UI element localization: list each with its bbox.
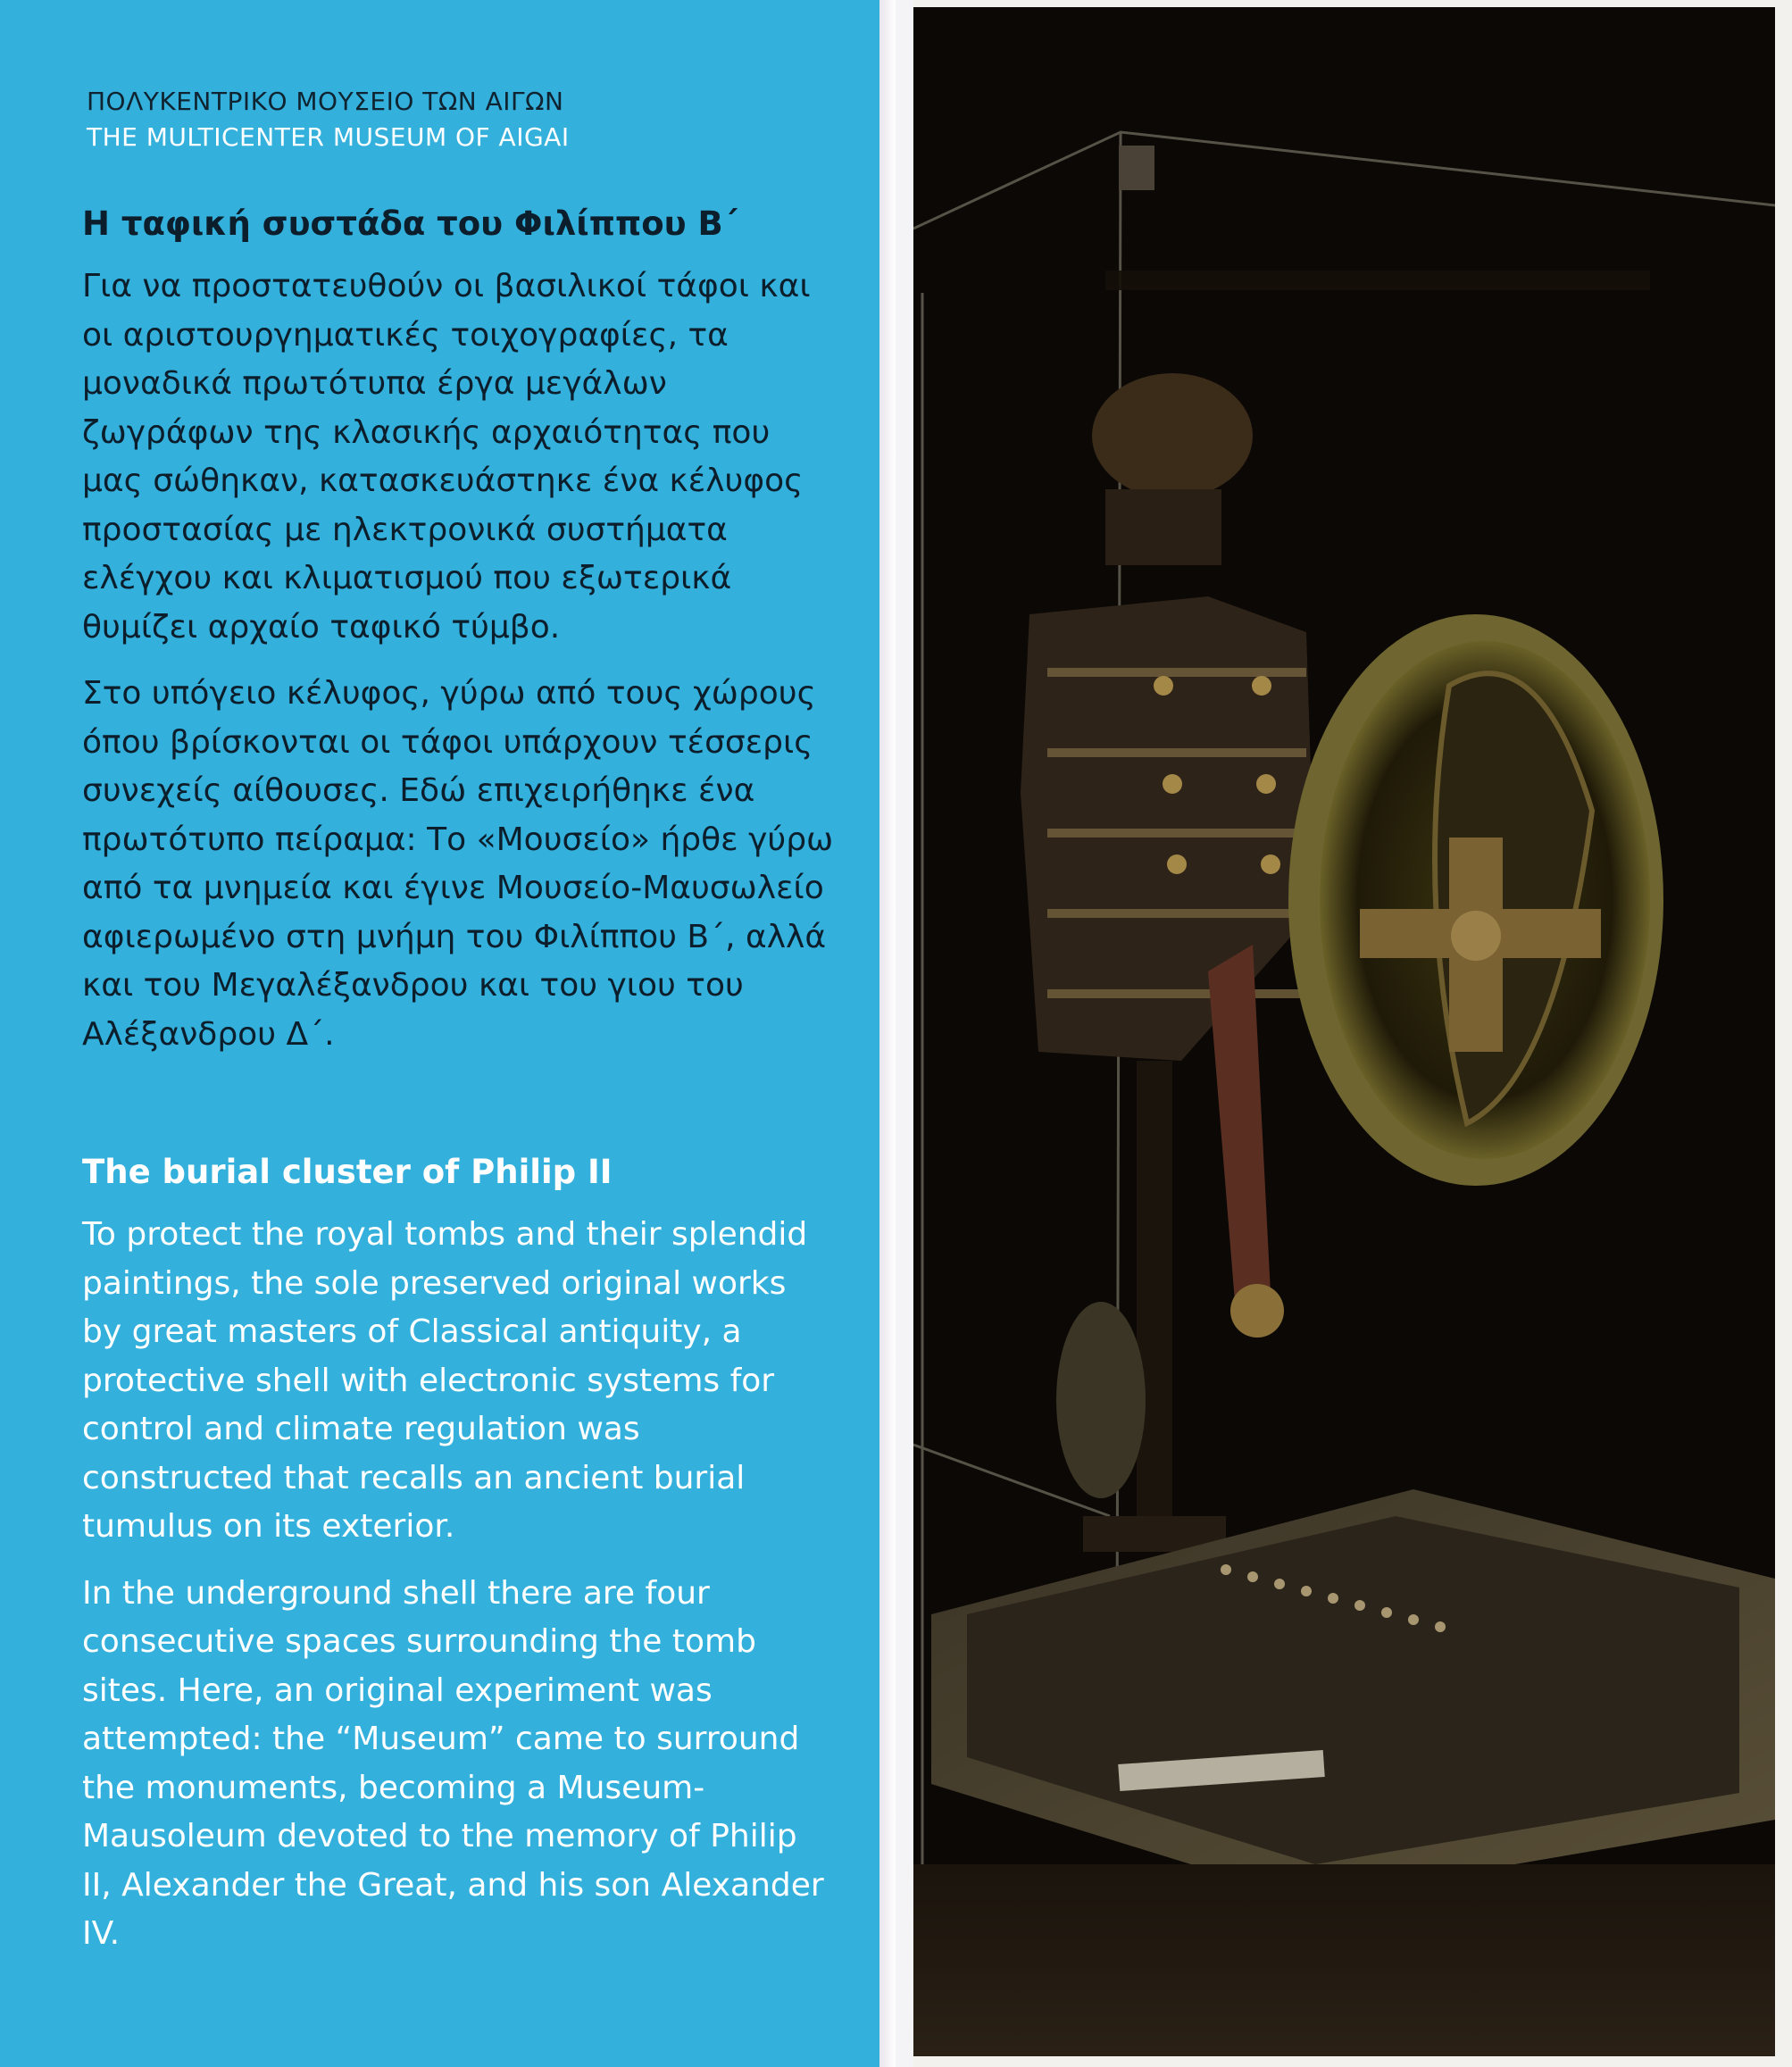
greek-section [82,204,835,1077]
display-case-illustration [913,7,1775,2056]
english-section [82,1152,835,1977]
text-panel [0,0,879,2067]
greek-paragraph-1: Για να προστατευθούν οι βασιλικοί τάφοι και οι αριστουργηματικές τοιχογραφίες, τα μοναδικά πρωτότυπα έργα μεγάλων ζωγράφων της κλασικής αρχαιότητας που μας σώθηκαν, κατασκευάστηκε ένα κέλυφος προστασίας με ηλεκτρονικά συστήματα ελέγχου και κλιματισμού που εξωτερικά θυμίζει αρχαίο ταφικό τύμβο. [82,268,811,646]
english-paragraph-2: In the underground shell there are four consecutive spaces surrounding the tomb sites. Here, an original experiment was attempted: the “Museum” came to surround the monuments, becoming a Museum-Mausoleum devoted to the memory of Philip II, Alexander the Great, and his son Alexander IV. [82,1574,824,1952]
english-title: The burial cluster of Philip II [82,1153,613,1191]
ceiling-light-icon [1119,146,1154,190]
greek-paragraph-2: Στο υπόγειο κέλυφος, γύρω από τους χώρους όπου βρίσκονται οι τάφοι υπάρχουν τέσσερις συνεχείς αίθουσες. Εδώ επιχειρήθηκε ένα πρωτότυπο πείραμα: Το «Μουσείο» ήρθε γύρω από τα μνημεία και έγινε Μουσείο-Μαυσωλείο αφιερωμένο στη μνήμη του Φιλίππου Β΄, αλλά και του Μεγαλέξανδρου και του γιου του Αλέξανδρου Δ΄. [82,675,834,1053]
shield-icon [1288,614,1663,1186]
fold-strip [896,0,913,2067]
museum-display-photo [913,7,1775,2056]
museum-header [87,84,570,155]
museum-name-english: THE MULTICENTER MUSEUM OF AIGAI [87,122,570,152]
page-edge [879,0,896,2067]
greek-title: Η ταφική συστάδα του Φιλίππου Β΄ [82,204,738,243]
bronze-object-icon [1056,1302,1146,1498]
english-paragraph-1: To protect the royal tombs and their splendid paintings, the sole preserved original works by great masters of Classical antiquity, a protective shell with electronic systems for control and climate regulation was constructed that recalls an ancient burial tumulus on its exterior. [82,1216,808,1545]
museum-name-greek: ΠΟΛΥΚΕΝΤΡΙΚΟ ΜΟΥΣΕΙΟ ΤΩΝ ΑΙΓΩΝ [87,87,564,116]
